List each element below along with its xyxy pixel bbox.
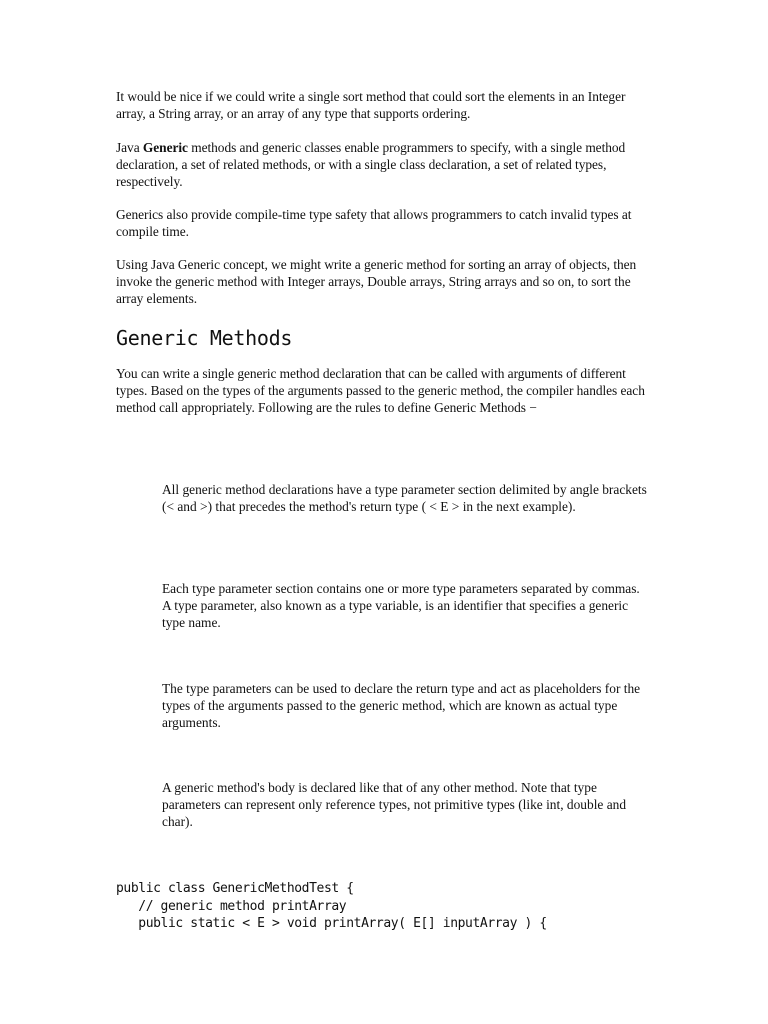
code-line: public class GenericMethodTest {: [116, 881, 354, 896]
rule-item: A generic method's body is declared like that of any other method. Note that type parameters can represent only reference types, not primitive types (like int, double and char).: [162, 780, 627, 829]
rule-item: Each type parameter section contains one or more type parameters separated by commas. A type parameter, also known as a type variable, is an identifier that specifies a generic type name.: [162, 581, 640, 630]
code-line: // generic method printArray: [116, 898, 347, 914]
code-block: [116, 880, 547, 933]
rule-item: All generic method declarations have a type parameter section delimited by angle brackets (< and >) that precedes the method's return type ( < E > in the next example).: [162, 482, 647, 514]
intro-paragraph-2: [116, 139, 656, 190]
code-line: public static < E > void printArray( E[] inputArray ) {: [116, 916, 547, 931]
section-heading: Generic Methods: [116, 326, 293, 350]
p2-prefix: Java: [116, 140, 143, 155]
p2-suffix: methods and generic classes enable programmers to specify, with a single method declaration, a set of related methods, or with a single class declaration, a set of related types, respectively.: [116, 140, 626, 189]
rule-item: The type parameters can be used to declare the return type and act as placeholders for the types of the arguments passed to the generic method, which are known as actual type arguments.: [162, 681, 641, 730]
intro-paragraph-3: Generics also provide compile-time type safety that allows programmers to catch invalid types at compile time.: [116, 207, 632, 239]
intro-paragraph-1: It would be nice if we could write a single sort method that could sort the elements in an Integer array, a String array, or an array of any type that supports ordering.: [116, 89, 626, 121]
p2-bold-generic: Generic: [142, 140, 188, 155]
intro-paragraph-4: Using Java Generic concept, we might write a generic method for sorting an array of objects, then invoke the generic method with Integer arrays, Double arrays, String arrays and so on, to sort the array elements.: [116, 257, 637, 306]
section-intro-paragraph: You can write a single generic method declaration that can be called with arguments of different types. Based on the types of the arguments passed to the generic method, the compiler handles each method call appropriately. Following are the rules to define Generic Methods −: [116, 366, 645, 415]
